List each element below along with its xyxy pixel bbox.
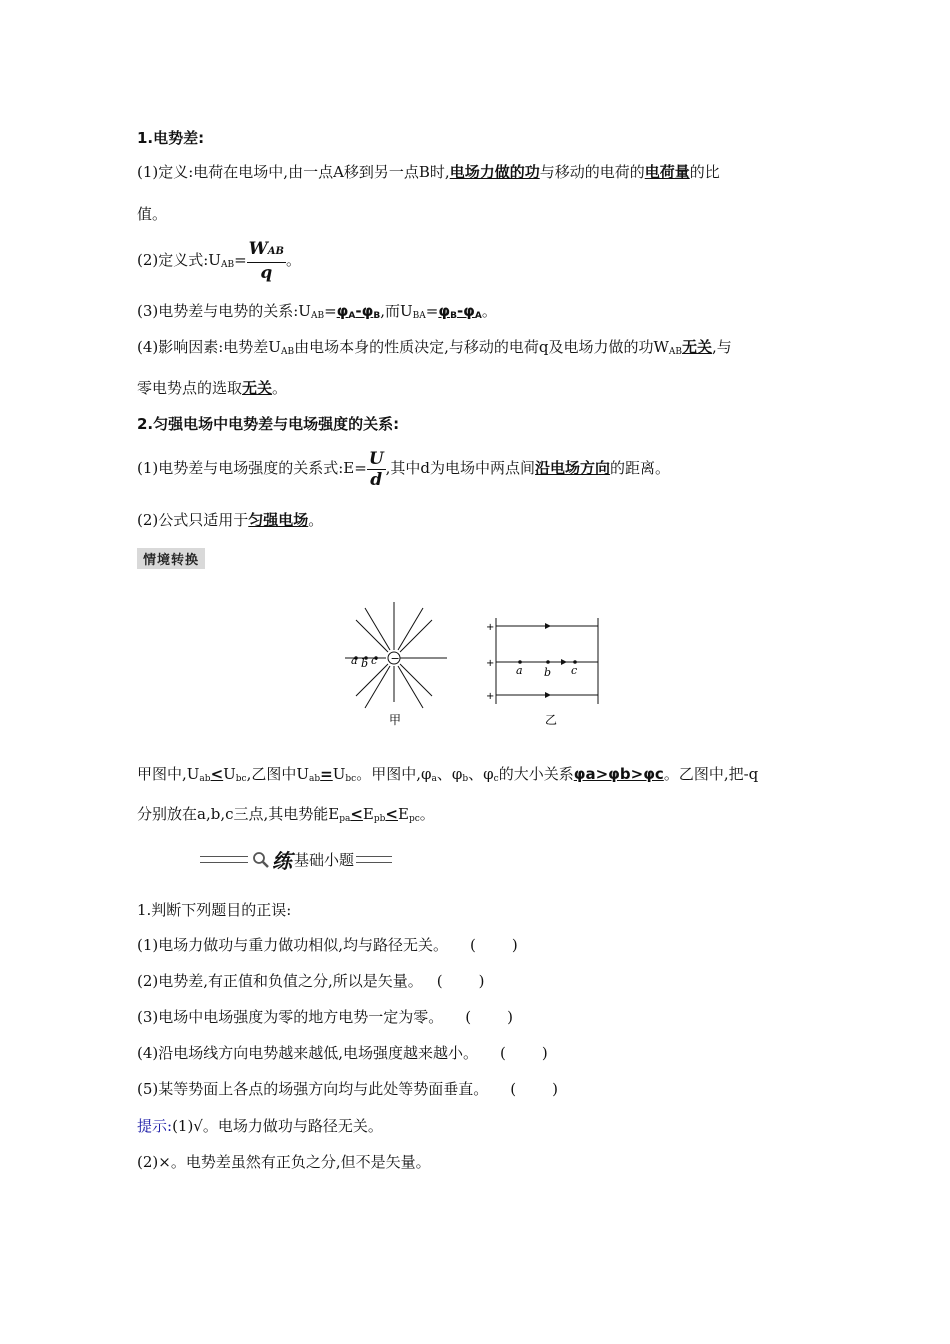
answer-blank: =	[320, 765, 333, 783]
applicability-line	[137, 509, 323, 531]
answer-blank	[438, 302, 482, 320]
banner-rule-right	[356, 856, 392, 863]
answer-paren: (	[510, 1080, 517, 1098]
text: 。	[419, 805, 435, 823]
text: 、φ	[468, 765, 494, 783]
field-line	[400, 620, 432, 652]
answer-blank: 无关	[242, 379, 273, 397]
answer-paren: (	[470, 936, 476, 954]
hint-line	[137, 1115, 383, 1137]
question-text: (4)沿电场线方向电势越来越低,电场强度越来越小。	[137, 1044, 479, 1062]
practice-char: 练	[272, 849, 292, 873]
subscript: AB	[220, 260, 235, 270]
subscript: A	[474, 311, 482, 321]
question-item	[137, 1042, 548, 1064]
text: 甲图中,U	[137, 765, 200, 783]
subscript: pb	[373, 814, 386, 824]
subscript: ab	[199, 774, 211, 784]
answer-blank: 无关	[682, 338, 713, 356]
fraction-w-over-q	[247, 239, 286, 283]
answer-blank: 电荷量	[644, 163, 690, 181]
answer-blank: 匀强电场	[248, 511, 309, 529]
point-label-b: b	[361, 657, 369, 670]
field-diagram	[340, 600, 620, 730]
plus-sign: +	[486, 691, 495, 702]
answer-paren: )	[478, 972, 485, 990]
text: (1)定义:电荷在电场中,由一点A移到另一点B时,	[137, 163, 450, 181]
text: 零电势点的选取	[137, 379, 243, 397]
question-title: 1.判断下列题目的正误:	[137, 901, 292, 919]
text: 。	[272, 379, 288, 397]
caption-right: 乙	[545, 713, 558, 727]
banner-rule-left	[200, 856, 248, 863]
hint-line: (2)×。电势差虽然有正负之分,但不是矢量。	[137, 1153, 431, 1171]
subscript: c	[493, 774, 499, 784]
fraction-u-over-d	[367, 449, 386, 490]
answer-blank: <	[350, 805, 363, 823]
text: U	[223, 765, 236, 783]
point-label-c: c	[571, 664, 578, 677]
text: E	[362, 805, 374, 823]
subscript: A	[348, 311, 356, 321]
text: E	[397, 805, 409, 823]
text: =	[324, 302, 337, 320]
text: U	[332, 765, 346, 783]
subscript: pa	[339, 814, 351, 824]
text: 的大小关系	[498, 765, 574, 783]
question-text: (3)电场中电场强度为零的地方电势一定为零。	[137, 1008, 444, 1026]
text: 、φ	[436, 765, 463, 783]
section-label: 基础小题	[294, 851, 355, 869]
symbol: -φ	[456, 302, 475, 320]
field-line	[398, 608, 423, 650]
subscript: ab	[309, 774, 321, 784]
question-item	[137, 934, 518, 956]
subscript: AB	[280, 347, 295, 357]
point-label-b: b	[544, 666, 552, 679]
subscript: bc	[235, 774, 247, 784]
subscript: B	[373, 311, 381, 321]
comparison-line	[137, 763, 758, 790]
field-line	[398, 666, 423, 708]
answer-paren: )	[511, 936, 518, 954]
comparison-line-cont	[137, 803, 435, 830]
text: ,与	[712, 338, 732, 356]
subscript: b	[462, 774, 469, 784]
text: 的距离。	[610, 459, 671, 477]
answer-paren: )	[552, 1080, 558, 1098]
section-banner	[200, 845, 392, 874]
answer-blank	[337, 302, 381, 320]
numerator: U	[368, 448, 384, 469]
symbol: -φ	[355, 302, 374, 320]
plus-sign: +	[486, 622, 495, 633]
answer-paren: )	[541, 1044, 548, 1062]
answer-blank: φa>φb>φc	[573, 765, 664, 783]
heading-potential-difference: 1.电势差:	[137, 129, 205, 147]
influence-line	[137, 336, 732, 363]
question-item	[137, 1006, 513, 1028]
text: 的比	[689, 163, 720, 181]
point-label-c: c	[371, 654, 378, 667]
answer-paren: )	[507, 1008, 513, 1026]
text: 与移动的电荷的	[539, 163, 645, 181]
charge-sign: −	[390, 652, 400, 665]
numerator: W	[248, 239, 268, 259]
symbol: φ	[336, 302, 349, 320]
text: 分别放在a,b,c三点,其电势能E	[137, 805, 340, 823]
text: (2)公式只适用于	[137, 511, 249, 529]
question-item	[137, 1078, 558, 1100]
question-text: (1)电场力做功与重力做功相似,均与路径无关。	[137, 936, 449, 954]
text: 。乙图中,把-q	[663, 765, 759, 783]
answer-blank: <	[385, 805, 398, 823]
text: 。	[481, 302, 497, 320]
formula-line	[137, 238, 301, 287]
field-line	[365, 608, 390, 650]
symbol: φ	[438, 302, 451, 320]
text: =	[425, 302, 439, 320]
plus-sign: +	[486, 658, 495, 669]
subscript: pc	[408, 814, 420, 824]
answer-blank: 沿电场方向	[535, 459, 611, 477]
magnifier-icon	[252, 851, 270, 869]
field-line	[356, 620, 388, 652]
text: 。	[285, 251, 301, 269]
subscript: AB	[668, 347, 682, 357]
question-text: (2)电势差,有正值和负值之分,所以是矢量。	[137, 972, 423, 990]
text: 由电场本身的性质决定,与移动的电荷q及电场力做的功W	[294, 338, 669, 356]
hint-text: (1)√。电场力做功与路径无关。	[172, 1117, 383, 1135]
relation-line	[137, 300, 497, 327]
point-label-a: a	[516, 664, 523, 677]
scenario-tag: 情境转换	[137, 548, 205, 569]
text: ,乙图中U	[246, 765, 310, 783]
text: ,而U	[380, 302, 413, 320]
answer-blank: 电场力做的功	[449, 163, 540, 181]
hint-label: 提示:	[137, 1117, 173, 1135]
text: 。	[308, 511, 324, 529]
answer-paren: (	[500, 1044, 506, 1062]
text: 。甲图中,φ	[356, 765, 432, 783]
definition-line	[137, 161, 720, 183]
numerator-subscript: AB	[267, 246, 284, 257]
answer-paren: (	[436, 972, 443, 990]
text: (4)影响因素:电势差U	[137, 338, 281, 356]
subscript: BA	[412, 311, 426, 321]
definition-line-cont: 值。	[137, 205, 168, 223]
caption-left: 甲	[389, 713, 402, 727]
answer-blank: <	[210, 765, 224, 783]
subscript: a	[431, 774, 437, 784]
heading-uniform-field: 2.匀强电场中电势差与电场强度的关系:	[137, 415, 400, 433]
denominator: d	[370, 469, 383, 490]
e-formula-line	[137, 446, 670, 490]
field-line	[400, 664, 432, 696]
answer-paren: (	[465, 1008, 472, 1026]
text: ,其中d为电场中两点间	[385, 459, 536, 477]
field-line	[365, 666, 390, 708]
subscript: AB	[310, 311, 325, 321]
text: (2)定义式:U	[137, 251, 221, 269]
influence-line-cont	[137, 377, 287, 399]
question-text: (5)某等势面上各点的场强方向均与此处等势面垂直。	[137, 1080, 489, 1098]
subscript: bc	[345, 774, 357, 784]
text: (1)电势差与电场强度的关系式:E=	[137, 459, 367, 477]
subscript: B	[450, 311, 457, 321]
text: =	[234, 251, 247, 269]
question-item	[137, 970, 485, 992]
point-label-a: a	[351, 654, 358, 667]
point-dot	[546, 660, 550, 664]
denominator: q	[260, 263, 273, 283]
text: (3)电势差与电势的关系:U	[137, 302, 311, 320]
